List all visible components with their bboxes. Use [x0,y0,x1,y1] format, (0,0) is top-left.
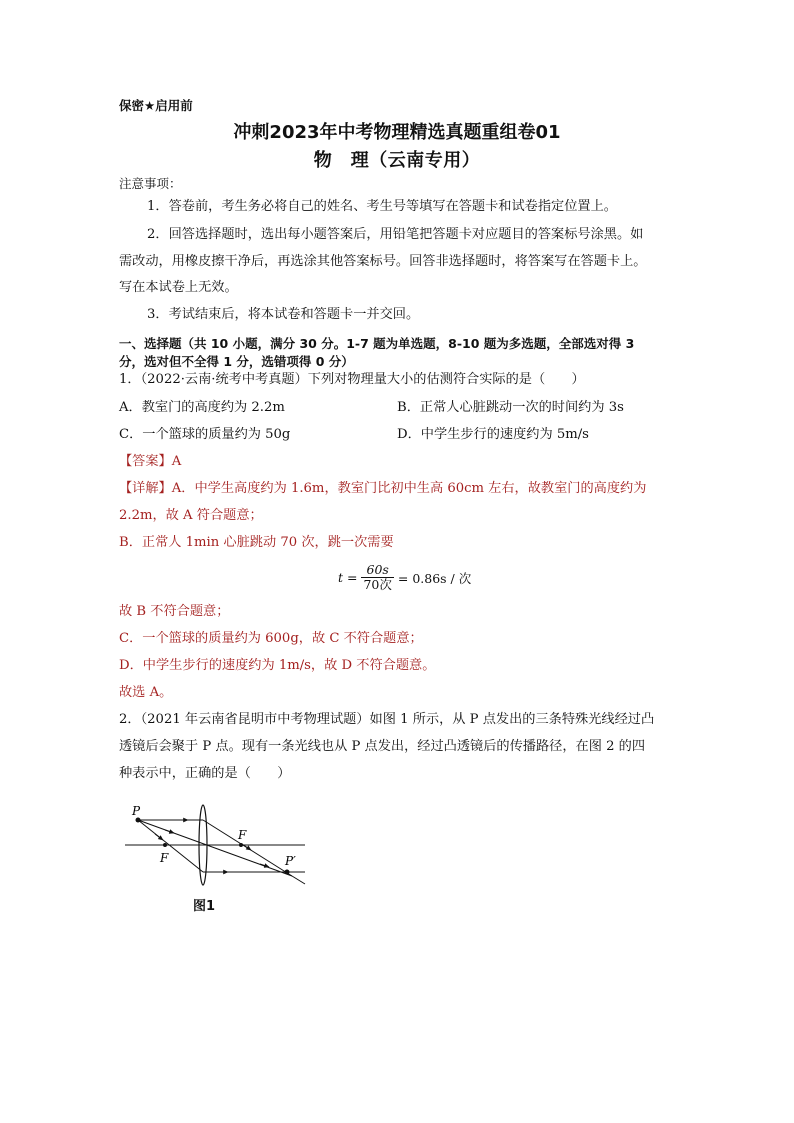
figure-1-lens-diagram [120,800,320,910]
detail-tag: 【详解】 [119,481,172,496]
label-p-prime: P′ [285,854,296,868]
page-subtitle: 物 理（云南专用） [313,150,481,171]
formula-denominator: 70次 [363,577,392,592]
detail-text-1: A．中学生高度约为 1.6m，教室门比初中生高 60cm 左右，故教室门的高度约为 [171,481,647,496]
ray-extension [292,876,305,884]
question-2-line-2: 透镜后会聚于 P 点。现有一条光线也从 P 点发出，经过凸透镜后的传播路径，在图 2 的四 [119,739,646,754]
question-1-option-d: D．中学生步行的速度约为 5m/s [397,427,589,442]
notice-heading: 注意事项： [119,176,182,191]
focus-right-point [239,843,243,847]
detail-c: C．一个篮球的质量约为 600g，故 C 不符合题意； [119,631,423,646]
figure-1-caption: 图1 [193,899,216,914]
point-p-prime [285,870,290,875]
label-f-right: F [238,828,247,842]
answer-value: A [171,454,182,469]
notice-item-3: 3．考试结束后，将本试卷和答题卡一并交回。 [147,307,420,322]
ray-arrow [165,830,174,833]
formula-fraction [361,563,393,592]
ray-arrow [260,864,269,867]
ray-center [138,820,292,876]
section-heading-line-1: 一、选择题（共 10 小题，满分 30 分。1-7 题为单选题，8-10 题为多选题，全部选对得 3 [119,336,635,351]
detail-b: B．正常人 1min 心脏跳动 70 次，跳一次需要 [119,535,394,550]
detail-line-2: 2.2m，故 A 符合题意； [119,508,263,523]
final-answer: 故选 A。 [119,685,173,700]
notice-item-2-line-2: 需改动，用橡皮擦干净后，再选涂其他答案标号。回答非选择题时，将答案写在答题卡上。 [119,254,647,269]
question-2-line-3: 种表示中，正确的是（ ） [119,766,291,781]
section-heading-line-2: 分，选对但不全得 1 分，选错项得 0 分） [119,354,354,369]
point-p [136,818,141,823]
ray-focus-in [138,820,203,872]
question-2-line-1: 2．（2021 年云南省昆明市中考物理试题）如图 1 所示，从 P 点发出的三条特殊光线经过凸 [119,712,655,727]
detail-d: D．中学生步行的速度约为 1m/s，故 D 不符合题意。 [119,658,436,673]
label-p: P [132,804,141,818]
question-1-option-b: B．正常人心脏跳动一次的时间约为 3s [397,400,624,415]
conclusion-b: 故 B 不符合题意； [119,604,230,619]
formula-lhs: t = [338,570,358,585]
detail-line-1 [119,482,646,495]
focus-left-point [163,843,167,847]
question-1-option-c: C．一个篮球的质量约为 50g [119,427,291,442]
notice-item-1: 1．答卷前，考生务必将自己的姓名、考生号等填写在答题卡和试卷指定位置上。 [147,199,617,214]
answer-tag: 【答案】 [119,454,172,469]
label-f-left: F [160,851,169,865]
formula-rhs: = 0.86s / 次 [397,570,472,586]
formula-numerator: 60s [361,563,393,578]
question-1-stem: 1．（2022·云南·统考中考真题）下列对物理量大小的估测符合实际的是（ ） [119,372,585,387]
secret-label: 保密★启用前 [119,98,193,113]
notice-item-2-line-1: 2．回答选择题时，选出每小题答案后，用铅笔把答题卡对应题目的答案标号涂黑。如 [147,227,644,242]
ray-arrow [155,834,163,840]
question-1-option-a: A．教室门的高度约为 2.2m [119,400,285,415]
answer-line [119,455,181,468]
page-title: 冲刺2023年中考物理精选真题重组卷01 [233,122,561,143]
formula [338,563,471,592]
notice-item-2-line-3: 写在本试卷上无效。 [119,280,238,295]
